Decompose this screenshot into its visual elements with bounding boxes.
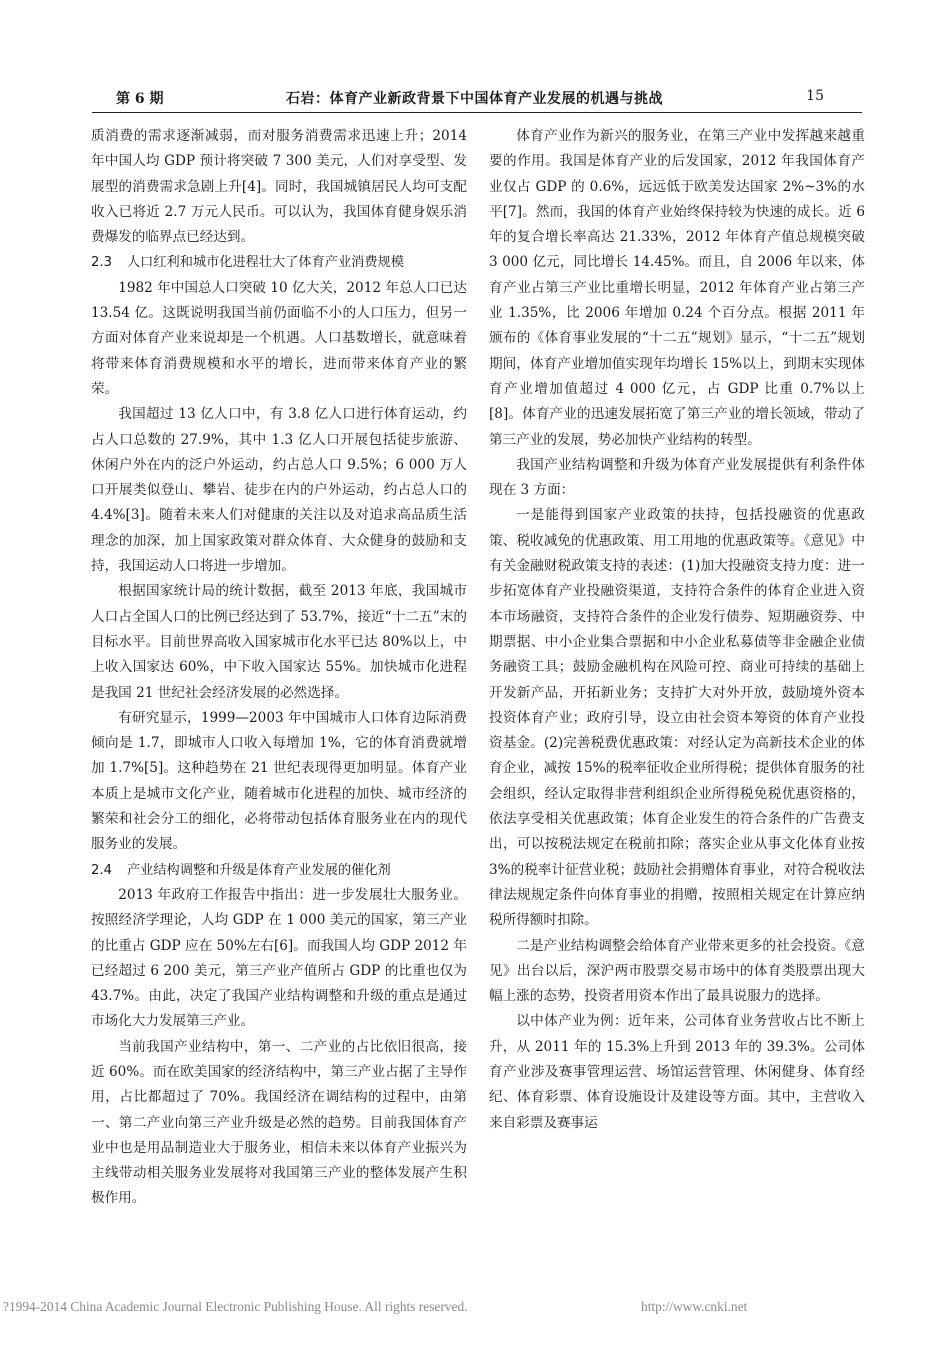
page-number: 15 [806,88,824,104]
issue-number: 第 6 期 [116,91,164,107]
paragraph: 体育产业作为新兴的服务业，在第三产业中发挥越来越重要的作用。我国是体育产业的后发国家，2012 年我国体育产业仅占 GDP 的 0.6%，远远低于欧美发达国家 2%~3%的水平[7]。然而，我国的体育产业始终保持较为快速的成长。近 6 年的复合增长率高达 21.33%，2012 年体育产值总规模突破 3 000 亿元，同比增长 14.45%。而且，自 2006 年以来，体育产业占第三产业比重增长明显，2012 年体育产业占第三产业 1.35%，比 2006 年增加 0.24 个百分点。根据 2011 年颁布的《体育事业发展的“十二五”规划》显示，“十二五”规划期间，体育产业增加值实现年均增长 15%以上，到期末实现体育产业增加值超过 4 000 亿元，占 GDP 比重 0.7%以上[8]。体育产业的迅速发展拓宽了第三产业的增长领域，带动了第三产业的发展，势必加快产业结构的转型。 [489,128,865,448]
paragraph: 1982 年中国总人口突破 10 亿大关，2012 年总人口已达 13.54 亿。这既说明我国当前仍面临不小的人口压力，但另一方面对体育产业来说却是一个机遇。人口基数增长，就意味着将带来体育消费规模和水平的增长，进而带来体育产业的繁荣。 [91,279,467,397]
section-title: 人口红利和城市化进程壮大了体育产业消费规模 [127,255,404,271]
section-number: 2.3 [91,255,112,271]
right-column [489,124,865,1136]
left-column [91,124,467,1212]
paragraph: 有研究显示，1999—2003 年中国城市人口体育边际消费倾向是 1.7，即城市人口收入每增加 1%，它的体育消费就增加 1.7%[5]。这种趋势在 21 世纪表现得更加明显。体育产业本质上是城市文化产业，随着城市化进程的加快、城市经济的繁荣和社会分工的细化，必将带动包括体育服务业在内的现代服务业的发展。 [91,709,467,853]
section-heading-2-4 [91,858,467,883]
copyright-notice: ?1994-2014 China Academic Journal Electronic Publishing House. All rights reserved. [3,1299,468,1314]
section-number: 2.4 [91,862,112,878]
paragraph: 当前我国产业结构中，第一、二产业的占比依旧很高，接近 60%。而在欧美国家的经济结构中，第三产业占据了主导作用，占比都超过了 70%。我国经济在调结构的过程中，由第一、第二产业向第三产业升级是必然的趋势。目前我国体育产业中也是用品制造业大于服务业，相信未来以体育产业振兴为主线带动相关服务业发展将对我国第三产业的整体发展产生积极作用。 [91,1038,467,1207]
paragraph: 以中体产业为例：近年来，公司体育业务营收占比不断上升，从 2011 年的 15.3%上升到 2013 年的 39.3%。公司体育产业涉及赛事管理运营、场馆运营管理、休闲健身、体育经纪、体育彩票、体育设施设计及建设等方面。其中，主营收入来自彩票及赛事运 [489,1013,865,1131]
section-title: 产业结构调整和升级是体育产业发展的催化剂 [127,862,391,878]
paragraph-continued: 质消费的需求逐渐减弱，而对服务消费需求迅速上升；2014 年中国人均 GDP 预计将突破 7 300 美元，人们对享受型、发展型的消费需求急剧上升[4]。同时，我国城镇居民人均可支配收入已将近 2.7 万元人民币。可以认为，我国体育健身娱乐消费爆发的临界点已经达到。 [91,128,467,246]
paragraph: 一是能得到国家产业政策的扶持，包括投融资的优惠政策、税收减免的优惠政策、用工用地的优惠政策等。《意见》中有关金融财税政策支持的表述：(1)加大投融资支持力度：进一步拓宽体育产业投融资渠道，支持符合条件的体育企业进入资本市场融资，支持符合条件的企业发行债券、短期融资券、中期票据、中小企业集合票据和中小企业私募债等非金融企业债务融资工具；鼓励金融机构在风险可控、商业可持续的基础上开发新产品，开拓新业务；支持扩大对外开放，鼓励境外资本投资体育产业；政府引导，设立由社会资本筹资的体育产业投资基金。(2)完善税费优惠政策：对经认定为高新技术企业的体育企业，减按 15%的税率征收企业所得税；提供体育服务的社会组织，经认定取得非营利组织企业所得税免税优惠资格的，依法享受相关优惠政策；体育企业发生的符合条件的广告费支出，可以按税法规定在税前扣除；落实企业从事文化体育业按 3%的税率计征营业税；鼓励社会捐赠体育事业，对符合税收法律法规规定条件向体育事业的捐赠，按照相关规定在计算应纳税所得额时扣除。 [489,507,865,929]
paragraph: 我国超过 13 亿人口中，有 3.8 亿人口进行体育运动，约占人口总数的 27.9%，其中 1.3 亿人口开展包括徒步旅游、休闲户外在内的泛户外运动，约占总人口 9.5%；6 000 万人口开展类似登山、攀岩、徒步在内的户外运动，约占总人口的 4.4%[3]。随着未来人们对健康的关注以及对追求高品质生活理念的加深，加上国家政策对群众体育、大众健身的鼓励和支持，我国运动人口将进一步增加。 [91,406,467,575]
paragraph: 二是产业结构调整会给体育产业带来更多的社会投资。《意见》出台以后，深沪两市股票交易市场中的体育类股票出现大幅上涨的态势，投资者用资本作出了最具说服力的选择。 [489,937,865,1005]
paragraph: 我国产业结构调整和升级为体育产业发展提供有利条件体现在 3 方面： [489,456,865,499]
paragraph: 根据国家统计局的统计数据，截至 2013 年底，我国城市人口占全国人口的比例已经达到了 53.7%，接近“十二五”末的目标水平。目前世界高收入国家城市化水平已达 80%以上，中上收入国家达 60%，中下收入国家达 55%。加快城市化进程是我国 21 世纪社会经济发展的必然选择。 [91,583,467,701]
section-heading-2-3 [91,250,467,275]
cnki-link[interactable]: http://www.cnki.net [641,1299,748,1314]
running-header [92,86,862,113]
running-title: 石岩：体育产业新政背景下中国体育产业发展的机遇与挑战 [286,91,663,107]
paragraph: 2013 年政府工作报告中指出：进一步发展壮大服务业。按照经济学理论，人均 GDP 在 1 000 美元的国家，第三产业的比重占 GDP 应在 50%左右[6]。而我国人均 GDP 2012 年已经超过 6 200 美元，第三产业产值所占 GDP 的比重也仅为 43.7%。由此，决定了我国产业结构调整和升级的重点是通过市场化大力发展第三产业。 [91,886,467,1030]
